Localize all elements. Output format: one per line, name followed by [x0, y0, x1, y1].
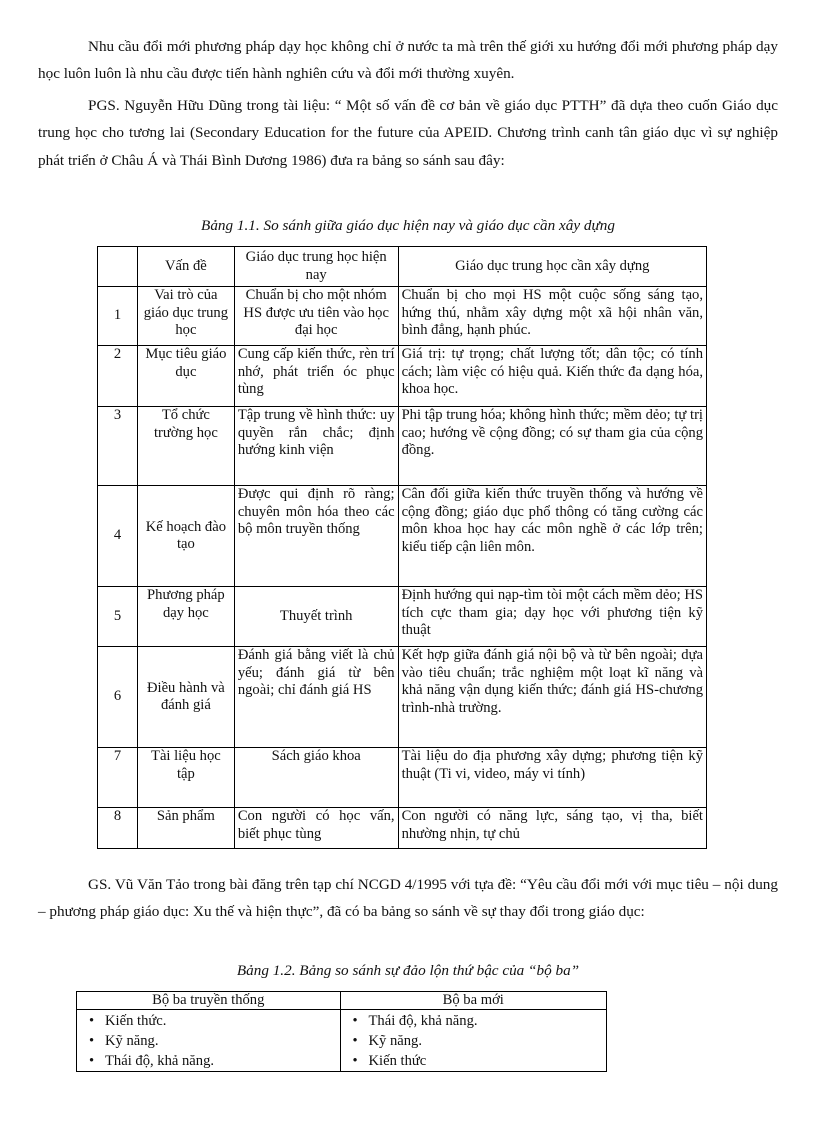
row-index: 4: [98, 486, 138, 587]
row-current: Tập trung về hình thức: uy quyền rắn chắc; định hướng kinh viện: [234, 407, 398, 486]
row-index: 3: [98, 407, 138, 486]
paragraph-apeid: PGS. Nguyễn Hữu Dũng trong tài liệu: “ Một số vấn đề cơ bản về giáo dục PTTH” đã dựa theo cuốn Giáo dục trung học cho tương lai (Secondary Education for the future của APEID. Chương trình canh tân giáo dục vì sự nghiệp phát triển ở Châu Á và Thái Bình Dương 1986) đưa ra bảng so sánh sau đây:: [38, 97, 778, 169]
row-topic: Tổ chức trường học: [137, 407, 234, 486]
table-header-row: [77, 992, 607, 1010]
table-row: [98, 587, 707, 647]
header-index: [98, 247, 138, 287]
row-index: 1: [98, 287, 138, 346]
row-current: Sách giáo khoa: [234, 748, 398, 808]
row-topic: Tài liệu học tập: [137, 748, 234, 808]
row-future: Chuẩn bị cho mọi HS một cuộc sống sáng tạo, hứng thú, nhằm xây dựng một xã hội nhân văn, bình đẳng, hạnh phúc.: [398, 287, 706, 346]
row-future: Con người có năng lực, sáng tạo, vị tha, biết nhường nhịn, tự chủ: [398, 808, 706, 849]
comparison-table-2: [76, 991, 607, 1072]
row-index: 6: [98, 647, 138, 748]
row-index: 5: [98, 587, 138, 647]
header-new: Bộ ba mới: [340, 992, 607, 1010]
new-list: [369, 1011, 599, 1071]
comparison-table-1: [97, 246, 707, 849]
header-traditional: Bộ ba truyền thống: [77, 992, 341, 1010]
row-current: Chuẩn bị cho một nhóm HS được ưu tiên vào học đại học: [234, 287, 398, 346]
row-future: Giá trị: tự trọng; chất lượng tốt; dân tộc; có tính cách; làm việc có hiệu quả. Kiến thức đa dạng hóa, khoa học.: [398, 346, 706, 407]
row-future: Tài liệu do địa phương xây dựng; phương tiện kỹ thuật (Ti vi, video, máy vi tính): [398, 748, 706, 808]
list-item: • Kỹ năng.: [105, 1031, 332, 1051]
row-future: Định hướng qui nạp-tìm tòi một cách mềm dẻo; HS tích cực tham gia; dạy học với phương tiện kỹ thuật: [398, 587, 706, 647]
row-future: Phi tập trung hóa; không hình thức; mềm dẻo; tự trị cao; hướng về cộng đồng; có sự tham gia của cộng đồng.: [398, 407, 706, 486]
traditional-list: [105, 1011, 332, 1071]
table2-caption: Bảng 1.2. Bảng so sánh sự đảo lộn thứ bậc của “bộ ba”: [236, 962, 580, 979]
header-topic: Vấn đề: [137, 247, 234, 287]
row-index: 7: [98, 748, 138, 808]
row-current: Thuyết trình: [234, 587, 398, 647]
table-row: [98, 647, 707, 748]
row-topic: Điều hành và đánh giá: [137, 647, 234, 748]
table-row: [98, 748, 707, 808]
row-current: Được qui định rõ ràng; chuyên môn hóa theo các bộ môn truyền thống: [234, 486, 398, 587]
row-current: Con người có học vấn, biết phục tùng: [234, 808, 398, 849]
table-row: [98, 808, 707, 849]
traditional-list-cell: [77, 1010, 341, 1072]
row-index: 8: [98, 808, 138, 849]
table-row: [98, 346, 707, 407]
row-topic: Sản phẩm: [137, 808, 234, 849]
table-row: [98, 486, 707, 587]
table1-caption: Bảng 1.1. So sánh giữa giáo dục hiện nay và giáo dục cần xây dựng: [201, 217, 615, 234]
paragraph-intro: Nhu cầu đổi mới phương pháp dạy học không chỉ ở nước ta mà trên thế giới xu hướng đổi mới phương pháp dạy học luôn luôn là nhu cầu được tiến hành nghiên cứu và đổi mới thường xuyên.: [38, 38, 778, 83]
header-future: Giáo dục trung học cần xây dựng: [398, 247, 706, 287]
row-topic: Vai trò của giáo dục trung học: [137, 287, 234, 346]
list-item: • Kỹ năng.: [369, 1031, 599, 1051]
row-topic: Kế hoạch đào tạo: [137, 486, 234, 587]
row-index: 2: [98, 346, 138, 407]
table-row: [77, 1010, 607, 1072]
paragraph-vu-van-tao: GS. Vũ Văn Tảo trong bài đăng trên tạp chí NCGD 4/1995 với tựa đề: “Yêu cầu đổi mới với mục tiêu – nội dung – phương pháp giáo dục: Xu thế và hiện thực”, đã có ba bảng so sánh về sự thay đổi trong giáo dục:: [38, 876, 778, 921]
row-future: Cân đối giữa kiến thức truyền thống và hướng về cộng đồng; giáo dục phổ thông có tăng cường các môn khoa học hay các môn nghề ở các lớp trên; kiểu tiếp cận liên môn.: [398, 486, 706, 587]
table-header-row: [98, 247, 707, 287]
row-topic: Mục tiêu giáo dục: [137, 346, 234, 407]
list-item: • Kiến thức.: [105, 1011, 332, 1031]
table-row: [98, 407, 707, 486]
row-future: Kết hợp giữa đánh giá nội bộ và từ bên ngoài; dựa vào tiêu chuẩn; trắc nghiệm một loạt kĩ năng và khả năng vận dụng kiến thức; đánh giá HS-chương trình-nhà trường.: [398, 647, 706, 748]
new-list-cell: [340, 1010, 607, 1072]
list-item: • Thái độ, khả năng.: [105, 1051, 332, 1071]
list-item: • Thái độ, khả năng.: [369, 1011, 599, 1031]
row-current: Đánh giá bằng viết là chủ yếu; đánh giá từ bên ngoài; chỉ đánh giá HS: [234, 647, 398, 748]
row-current: Cung cấp kiến thức, rèn trí nhớ, phát triển óc phục tùng: [234, 346, 398, 407]
list-item: • Kiến thức: [369, 1051, 599, 1071]
table-row: [98, 287, 707, 346]
row-topic: Phương pháp dạy học: [137, 587, 234, 647]
header-current: Giáo dục trung học hiện nay: [234, 247, 398, 287]
